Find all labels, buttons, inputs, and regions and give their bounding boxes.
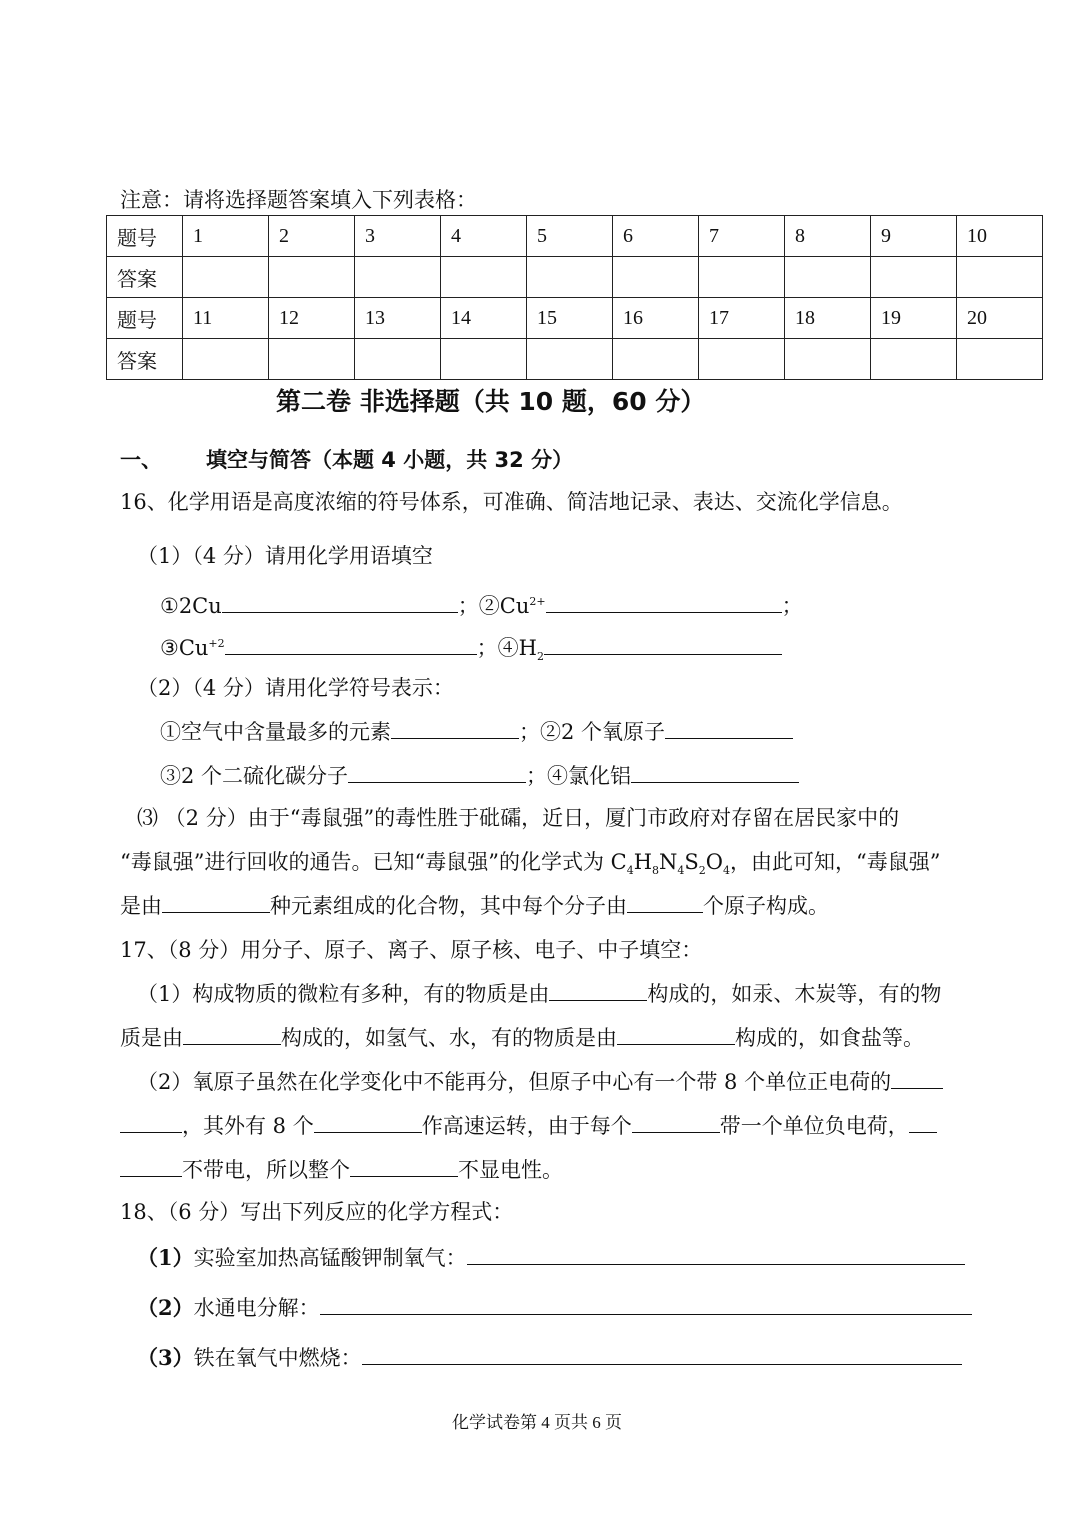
row-header-number: 题号 (107, 216, 183, 257)
q18-item-text: 铁在氧气中燃烧： (193, 1346, 362, 1370)
q16-p2-a: ①空气中含量最多的元素 (160, 720, 391, 744)
element-symbol: O (705, 850, 723, 874)
answer-cell[interactable] (613, 339, 699, 380)
answer-blank[interactable] (631, 762, 799, 783)
q17-text: 质是由 (120, 1026, 183, 1050)
question-number-cell: 19 (871, 298, 957, 339)
question-number-cell: 10 (957, 216, 1043, 257)
answer-blank[interactable] (222, 592, 458, 613)
answer-blank[interactable] (362, 1344, 962, 1365)
q18-item-number: （1） (137, 1245, 194, 1270)
q18-stem: 18、（6 分）写出下列反应的化学方程式： (120, 1200, 514, 1224)
q16-p1-c: ③Cu (160, 636, 209, 660)
question-number-cell: 3 (355, 216, 441, 257)
answer-blank[interactable] (549, 980, 647, 1001)
valence-superscript: +2 (208, 637, 225, 650)
question-number-cell: 18 (785, 298, 871, 339)
q16-p2-b: ；②2 个氧原子 (519, 720, 666, 744)
q16-part3-line3 (120, 892, 829, 920)
q17-text: （1）构成物质的微粒有多种，有的物质是由 (137, 982, 550, 1006)
answer-blank[interactable] (617, 1024, 735, 1045)
q17-text: 构成的，如氢气、水，有的物质是由 (281, 1026, 617, 1050)
question-number-cell: 2 (269, 216, 355, 257)
q16-p3-text: 个原子构成。 (703, 894, 829, 918)
answer-table (106, 215, 1043, 380)
q16-part3-line2 (120, 848, 940, 885)
q18-item3 (137, 1344, 962, 1372)
q16-p3-text: “毒鼠强”进行回收的通告。已知“毒鼠强”的化学式为 C (120, 850, 627, 874)
answer-cell[interactable] (441, 257, 527, 298)
q17-text: 不显电性。 (458, 1158, 563, 1182)
answer-blank[interactable] (909, 1112, 937, 1133)
q16-p2-c: ③2 个二硫化碳分子 (160, 764, 349, 788)
answer-cell[interactable] (699, 339, 785, 380)
question-number-cell: 12 (269, 298, 355, 339)
q18-item2 (137, 1294, 972, 1322)
answer-cell[interactable] (183, 339, 269, 380)
q16-p3-text: 是由 (120, 894, 162, 918)
q16-p2-d: ；④氯化铝 (526, 764, 632, 788)
q16-p1-b: ②Cu (478, 594, 530, 618)
subscript: 4 (723, 864, 730, 878)
answer-cell[interactable] (269, 257, 355, 298)
answer-blank[interactable] (120, 1112, 182, 1133)
q16-p3-text: ，由此可知，“毒鼠强” (730, 850, 941, 874)
answer-blank[interactable] (544, 634, 782, 655)
answer-cell[interactable] (355, 257, 441, 298)
section-number: 一、 (120, 448, 162, 472)
charge-superscript: 2+ (529, 595, 546, 608)
row-header-answer: 答案 (107, 339, 183, 380)
answer-blank[interactable] (162, 892, 270, 913)
row-header-number: 题号 (107, 298, 183, 339)
answer-cell[interactable] (957, 257, 1043, 298)
table-row (107, 339, 1043, 380)
section-title: 填空与简答（本题 4 小题，共 32 分） (206, 448, 574, 472)
q16-p2-line1 (160, 718, 793, 746)
answer-cell[interactable] (527, 339, 613, 380)
q17-stem: 17、（8 分）用分子、原子、离子、原子核、电子、中子填空： (120, 938, 703, 962)
answer-blank[interactable] (183, 1024, 281, 1045)
answer-blank[interactable] (891, 1068, 943, 1089)
question-number-cell: 6 (613, 216, 699, 257)
q16-part2-title: （2）（4 分）请用化学符号表示： (137, 676, 454, 700)
q18-item-text: 实验室加热高锰酸钾制氧气： (193, 1246, 467, 1270)
subscript: 8 (652, 864, 660, 878)
question-number-cell: 7 (699, 216, 785, 257)
page-footer: 化学试卷第 4 页共 6 页 (452, 1413, 622, 1432)
answer-blank[interactable] (546, 592, 782, 613)
q18-item-text: 水通电分解： (193, 1296, 320, 1320)
q18-item-number: （2） (137, 1295, 194, 1320)
element-symbol: H (633, 850, 653, 874)
question-number-cell: 8 (785, 216, 871, 257)
part2-title: 第二卷 非选择题（共 10 题，60 分） (276, 387, 706, 416)
q17-line4 (120, 1112, 937, 1140)
answer-blank[interactable] (665, 718, 793, 739)
element-symbol: S (684, 850, 699, 874)
q16-p1-line1 (160, 588, 803, 620)
question-number-cell: 1 (183, 216, 269, 257)
element-symbol: N (659, 850, 678, 874)
answer-blank[interactable] (391, 718, 519, 739)
q17-text: 作高速运转，由于每个 (421, 1114, 632, 1138)
answer-cell[interactable] (613, 257, 699, 298)
answer-blank[interactable] (120, 1156, 182, 1177)
answer-cell[interactable] (699, 257, 785, 298)
answer-blank[interactable] (627, 892, 703, 913)
answer-cell[interactable] (355, 339, 441, 380)
question-number-cell: 14 (441, 298, 527, 339)
question-number-cell: 20 (957, 298, 1043, 339)
question-number-cell: 17 (699, 298, 785, 339)
q16-p3-text: 种元素组成的化合物，其中每个分子由 (270, 894, 627, 918)
q17-line1 (137, 980, 941, 1008)
table-row (107, 257, 1043, 298)
subscript: 2 (536, 650, 544, 664)
table-notice: 注意：请将选择题答案填入下列表格： (120, 188, 477, 212)
subscript: 4 (626, 864, 634, 878)
q17-text: 构成的，如食盐等。 (735, 1026, 924, 1050)
question-number-cell: 15 (527, 298, 613, 339)
answer-cell[interactable] (441, 339, 527, 380)
answer-blank[interactable] (320, 1294, 972, 1315)
answer-cell[interactable] (957, 339, 1043, 380)
answer-blank[interactable] (350, 1156, 458, 1177)
q17-text: 带一个单位负电荷， (719, 1114, 909, 1138)
answer-blank[interactable] (467, 1244, 965, 1265)
answer-cell[interactable] (871, 257, 957, 298)
q16-stem: 16、化学用语是高度浓缩的符号体系，可准确、简洁地记录、表达、交流化学信息。 (120, 490, 903, 514)
q16-part3-line1: ⑶ （2 分）由于“毒鼠强”的毒性胜于砒礵，近日，厦门市政府对存留在居民家中的 (137, 806, 900, 830)
separator: ； (476, 636, 498, 660)
separator: ； (457, 594, 479, 618)
table-row (107, 216, 1043, 257)
q16-p1-d: ④H (497, 636, 537, 660)
q17-text: 构成的，如汞、木炭等，有的物 (647, 982, 942, 1006)
q18-item1 (137, 1244, 965, 1272)
answer-cell[interactable] (785, 257, 871, 298)
q17-text: （2）氧原子虽然在化学变化中不能再分，但原子中心有一个带 8 个单位正电荷的 (137, 1070, 892, 1094)
q16-part1-title: （1）（4 分）请用化学用语填空 (137, 544, 433, 568)
answer-cell[interactable] (785, 339, 871, 380)
answer-blank[interactable] (225, 634, 477, 655)
question-number-cell: 9 (871, 216, 957, 257)
question-number-cell: 13 (355, 298, 441, 339)
q17-text: ，其外有 8 个 (182, 1114, 314, 1138)
question-number-cell: 4 (441, 216, 527, 257)
q17-line3 (137, 1068, 943, 1096)
q16-p1-line2 (160, 630, 782, 671)
question-number-cell: 5 (527, 216, 613, 257)
separator: ； (781, 594, 803, 618)
question-number-cell: 16 (613, 298, 699, 339)
question-number-cell: 11 (183, 298, 269, 339)
answer-blank[interactable] (348, 762, 526, 783)
subscript: 2 (698, 864, 706, 878)
q16-p2-line2 (160, 762, 799, 790)
q17-text: 不带电，所以整个 (182, 1158, 350, 1182)
subscript: 4 (677, 864, 685, 878)
q18-item-number: （3） (137, 1345, 194, 1370)
answer-cell[interactable] (183, 257, 269, 298)
answer-cell[interactable] (871, 339, 957, 380)
answer-blank[interactable] (314, 1112, 422, 1133)
answer-blank[interactable] (632, 1112, 720, 1133)
answer-cell[interactable] (527, 257, 613, 298)
q16-p1-a: ①2Cu (160, 594, 222, 618)
q17-line2 (120, 1024, 924, 1052)
row-header-answer: 答案 (107, 257, 183, 298)
table-row (107, 298, 1043, 339)
q17-line5 (120, 1156, 563, 1184)
answer-cell[interactable] (269, 339, 355, 380)
